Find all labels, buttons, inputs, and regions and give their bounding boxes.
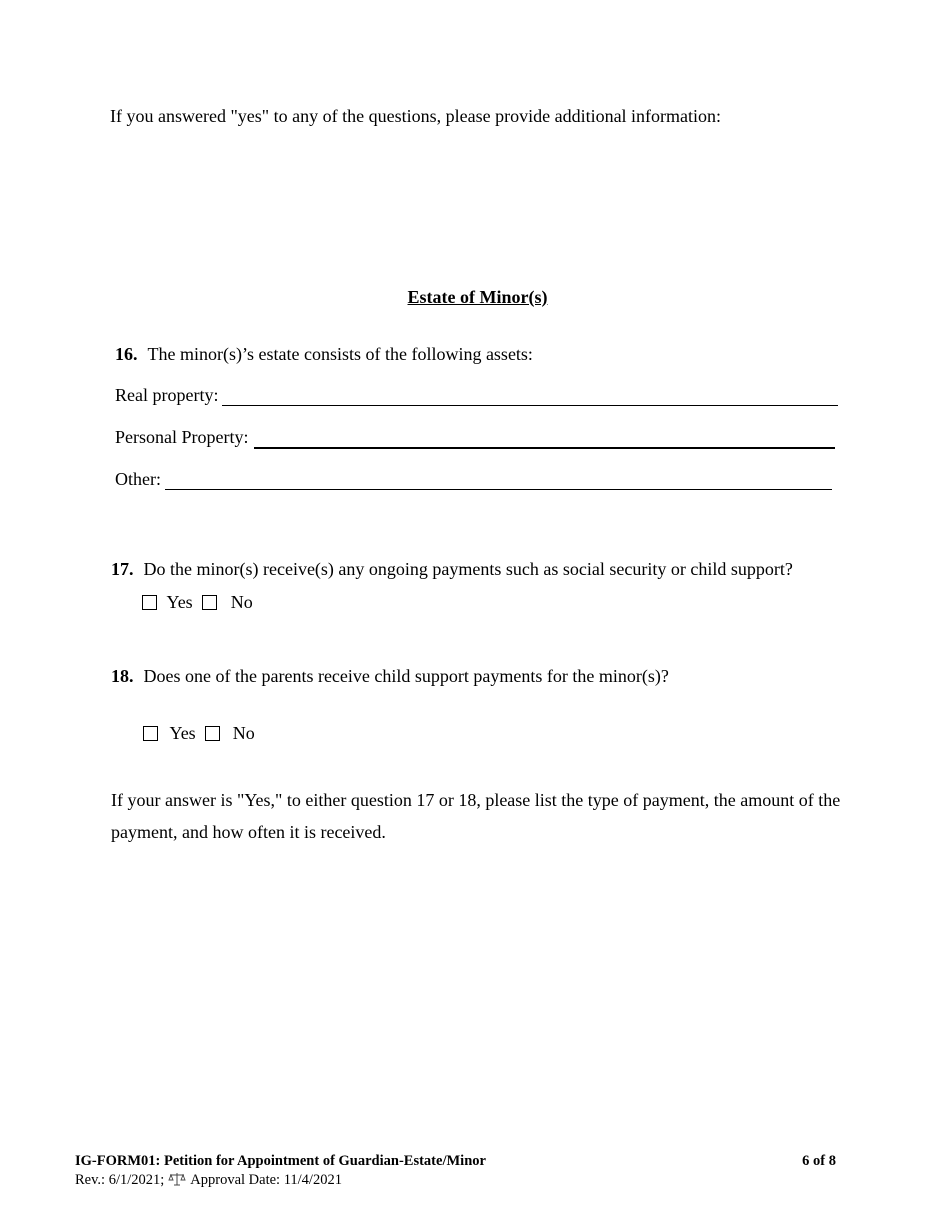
q18-yes-checkbox[interactable] [143,726,158,741]
q17-options [142,591,253,613]
q17-yes-checkbox[interactable] [142,595,157,610]
intro-text: If you answered "yes" to any of the questions, please provide additional information: [110,106,722,126]
question-16 [115,343,533,365]
q18-yes-label: Yes [169,723,196,743]
real-property-input-line[interactable] [222,405,838,406]
q17-yes-label: Yes [166,592,193,612]
question-text: Does one of the parents receive child support payments for the minor(s)? [143,666,669,686]
personal-property-label: Personal Property: [115,427,249,447]
q17-no-checkbox[interactable] [202,595,217,610]
real-property-field[interactable] [115,384,838,408]
question-17 [111,558,793,580]
footer-revision: Rev.: 6/1/2021; [75,1172,165,1188]
question-number: 18. [111,666,134,686]
scales-icon [168,1172,186,1186]
other-label: Other: [115,469,161,489]
footer-page-number: 6 of 8 [802,1153,836,1169]
footer-form-title: IG-FORM01: Petition for Appointment of Guardian-Estate/Minor [75,1153,486,1169]
question-number: 16. [115,344,138,364]
section-title: Estate of Minor(s) [407,287,548,307]
footer-approval: Approval Date: 11/4/2021 [190,1172,342,1188]
question-text: Do the minor(s) receive(s) any ongoing payments such as social security or child support? [143,559,793,579]
other-field[interactable] [115,468,832,492]
other-input-line[interactable] [165,489,832,490]
real-property-label: Real property: [115,385,219,405]
q18-no-checkbox[interactable] [205,726,220,741]
payment-note: If your answer is "Yes," to either question 17 or 18, please list the type of payment, the amount of the payment, and how often it is received. [111,790,841,842]
question-number: 17. [111,559,134,579]
q18-no-label: No [232,723,255,743]
q18-options [143,722,255,744]
footer-revision-line [75,1171,342,1189]
personal-property-input-line[interactable] [254,447,835,449]
question-text: The minor(s)’s estate consists of the following assets: [147,344,533,364]
q17-no-label: No [230,592,253,612]
question-18 [111,665,669,687]
personal-property-field[interactable] [115,426,835,450]
